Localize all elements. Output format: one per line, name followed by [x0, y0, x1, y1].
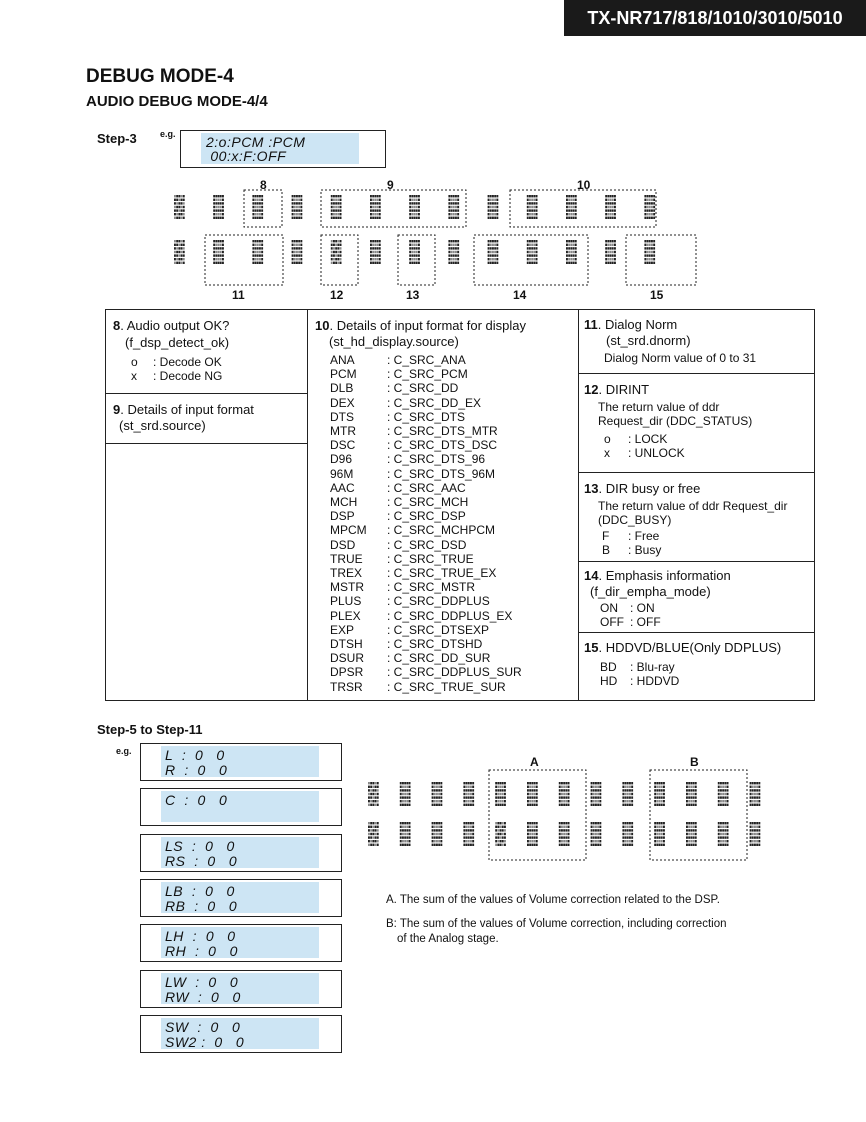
step3-lcd: [180, 130, 386, 168]
format-code: MSTR: [330, 580, 364, 595]
step3-label: Step-3: [97, 131, 137, 146]
cell-12-key-x: x: [604, 446, 610, 460]
cell-8-val-o: : Decode OK: [153, 355, 222, 369]
dot-matrix-char: [750, 822, 761, 846]
cell-10-sub: (st_hd_display.source): [329, 334, 459, 349]
format-constant: : C_SRC_ANA: [387, 353, 466, 367]
step5-lcd-box: [140, 1015, 342, 1053]
cell-15-title: HDDVD/BLUE(Only DDPLUS): [605, 640, 782, 655]
cell-14-key-off: OFF: [600, 615, 624, 629]
format-row: [330, 495, 575, 509]
dot-matrix-char: [654, 822, 665, 846]
cell-10-title: Details of input format for display: [336, 318, 527, 333]
lcd-line-2: 00:x:F:OFF: [206, 148, 287, 164]
dot-matrix-char: [495, 822, 506, 846]
format-row: [330, 353, 575, 367]
format-row: [330, 452, 575, 466]
format-constant: : C_SRC_DDPLUS_SUR: [387, 665, 522, 680]
cell-12-val-o: : LOCK: [628, 432, 668, 446]
dot-matrix-char: [527, 782, 538, 806]
cell-12-desc1: The return value of ddr: [598, 400, 720, 414]
field-boundary: [321, 235, 358, 285]
lcd-line-2: RW : 0 0: [165, 989, 241, 1005]
cell-8-key-o: o: [131, 355, 138, 369]
cell-13-title: DIR busy or free: [605, 481, 701, 496]
step5-lcd-box: [140, 879, 342, 917]
step5-lcd-box: [140, 743, 342, 781]
format-row: [330, 410, 575, 424]
dot-matrix-char: [644, 240, 655, 264]
dot-matrix-char: [331, 195, 342, 219]
dot-matrix-char: [463, 782, 474, 806]
field-label-12: 12: [330, 288, 344, 302]
field-label-13: 13: [406, 288, 420, 302]
dot-matrix-char: [718, 782, 729, 806]
cell-15-num: 15: [584, 640, 599, 655]
format-code: ANA: [330, 353, 355, 367]
format-constant: : C_SRC_DDPLUS_EX: [387, 608, 513, 623]
cell-12-title: DIRINT: [605, 382, 650, 397]
field-label-8: 8: [260, 178, 267, 192]
field-label-11: 11: [232, 288, 245, 302]
cell-14-num: 14: [584, 568, 599, 583]
cell-13-key-f: F: [602, 529, 610, 543]
dot-matrix-char: [432, 782, 443, 806]
page-title: DEBUG MODE-4: [86, 66, 234, 87]
format-row: [330, 538, 575, 552]
cell-13-desc1: The return value of ddr Request_dir: [598, 499, 788, 513]
format-constant: : C_SRC_DSD: [387, 537, 467, 552]
cell-13-num: 13: [584, 481, 599, 496]
dot-matrix-char: [432, 822, 443, 846]
format-constant: : C_SRC_DTSEXP: [387, 622, 490, 637]
dot-matrix-char: [686, 782, 697, 806]
dot-matrix-char: [654, 782, 665, 806]
field-label-b: B: [690, 755, 699, 769]
format-constant: : C_SRC_AAC: [387, 480, 466, 495]
step5-eg: e.g.: [116, 746, 132, 756]
dot-matrix-char: [605, 195, 616, 219]
cell-15-val-hd: : HDDVD: [630, 674, 680, 688]
cell-11-sub: (st_srd.dnorm): [606, 333, 691, 348]
dot-matrix-char: [622, 782, 633, 806]
format-row: [330, 509, 575, 523]
format-code: MPCM: [330, 523, 367, 538]
format-code: DLB: [330, 381, 354, 396]
format-constant: : C_SRC_DD_EX: [387, 395, 482, 410]
format-code: DSC: [330, 438, 356, 453]
cell-15: 15. HDDVD/BLUE(Only DDPLUS) BD : Blu-ray HD : HDDVD: [584, 640, 782, 688]
step5-lcd-box: [140, 788, 342, 826]
format-code: TRSR: [330, 679, 363, 694]
format-row: [330, 594, 575, 608]
cell-13-key-b: B: [602, 543, 611, 557]
cell-14-title: Emphasis information: [605, 568, 731, 583]
dot-matrix-char: [644, 195, 655, 219]
lcd-line-1: LS : 0 0: [165, 838, 235, 854]
cell-14: 14. Emphasis information (f_dir_empha_mode) ON : ON OFF : OFF: [584, 568, 809, 629]
cell-9-title: Details of input format: [127, 402, 254, 417]
format-row: [330, 623, 575, 637]
dot-matrix-char: [527, 195, 538, 219]
dot-matrix-char: [591, 782, 602, 806]
cell-15-key-hd: HD: [600, 674, 618, 688]
dot-matrix-char: [686, 822, 697, 846]
dot-matrix-char: [495, 782, 506, 806]
dot-matrix-char: [718, 822, 729, 846]
field-label-15: 15: [650, 288, 664, 302]
format-constant: : C_SRC_DD_SUR: [387, 651, 491, 666]
format-row: [330, 552, 575, 566]
dot-matrix-char: [750, 782, 761, 806]
cell-8: 8. Audio output OK? (f_dsp_detect_ok) o : Decode OK x : Decode NG: [113, 318, 303, 383]
lcd-line-1: LB : 0 0: [165, 883, 235, 899]
lcd-line-1: LW : 0 0: [165, 974, 239, 990]
format-code: PCM: [330, 367, 357, 382]
format-row: [330, 580, 575, 594]
field-label-14: 14: [513, 288, 527, 302]
dot-matrix-char: [463, 822, 474, 846]
format-code: DTS: [330, 409, 354, 424]
dot-matrix-char: [566, 195, 577, 219]
cell-12-key-o: o: [604, 432, 611, 446]
field-boundary: [321, 190, 466, 227]
format-row: [330, 680, 575, 694]
format-constant: : C_SRC_MCHPCM: [387, 523, 496, 538]
cell-13: 13. DIR busy or free The return value of ddr Request_dir (DDC_BUSY) F : Free B : Busy: [584, 481, 809, 557]
field-label-9: 9: [387, 178, 394, 192]
note-b-line1: B: The sum of the values of Volume correction, including correction: [386, 918, 727, 930]
format-code: TRUE: [330, 551, 363, 566]
format-constant: : C_SRC_DSP: [387, 509, 466, 524]
format-row: [330, 566, 575, 580]
cell-9: 9. Details of input format (st_srd.source): [113, 402, 303, 434]
dot-matrix-char: [213, 195, 224, 219]
cell-14-val-on: : ON: [630, 601, 655, 615]
format-code: AAC: [330, 480, 355, 495]
dot-matrix-char: [331, 240, 342, 264]
cell-13-desc2: (DDC_BUSY): [598, 513, 672, 527]
format-code: DEX: [330, 395, 355, 410]
field-boundary: [626, 235, 696, 285]
format-code: PLEX: [330, 608, 361, 623]
format-code: DSUR: [330, 651, 365, 666]
format-constant: : C_SRC_DTS_MTR: [387, 424, 498, 439]
step5-lcd-box: [140, 924, 342, 962]
format-constant: : C_SRC_DTS_96M: [387, 466, 496, 481]
dot-matrix-char: [252, 195, 263, 219]
format-code: PLUS: [330, 594, 362, 609]
lcd-line-2: RB : 0 0: [165, 898, 238, 914]
lcd-line-1: 2:o:PCM :PCM: [206, 134, 306, 150]
dot-matrix-char: [409, 240, 420, 264]
format-code: 96M: [330, 466, 354, 481]
format-code: TREX: [330, 566, 363, 581]
format-code: D96: [330, 452, 353, 467]
dot-matrix-char: [370, 195, 381, 219]
format-constant: : C_SRC_DTS: [387, 409, 466, 424]
format-code: DPSR: [330, 665, 364, 680]
cell-15-key-bd: BD: [600, 660, 617, 674]
dot-matrix-char: [174, 195, 185, 219]
cell-8-num: 8: [113, 318, 121, 333]
dot-matrix-char: [370, 240, 381, 264]
format-constant: : C_SRC_MCH: [387, 495, 469, 510]
cell-14-key-on: ON: [600, 601, 618, 615]
format-row: [330, 367, 575, 381]
field-label-10: 10: [577, 178, 591, 192]
cell-11: 11. Dialog Norm (st_srd.dnorm) Dialog Norm value of 0 to 31: [584, 317, 809, 365]
dot-matrix-char: [527, 240, 538, 264]
format-row: [330, 637, 575, 651]
format-code: DTSH: [330, 637, 363, 652]
format-constant: : C_SRC_DTS_DSC: [387, 438, 498, 453]
format-constant: : C_SRC_DD: [387, 381, 459, 396]
dot-matrix-char: [448, 195, 459, 219]
step3-eg: e.g.: [160, 129, 176, 139]
format-constant: : C_SRC_PCM: [387, 367, 468, 382]
lcd-line-1: LH : 0 0: [165, 928, 236, 944]
format-row: [330, 651, 575, 665]
format-row: [330, 609, 575, 623]
format-constant: : C_SRC_TRUE_EX: [387, 566, 497, 581]
format-constant: : C_SRC_DTS_96: [387, 452, 486, 467]
step5-lcd-box: [140, 970, 342, 1008]
cell-13-val-f: : Free: [628, 529, 660, 543]
dot-matrix-char: [559, 822, 570, 846]
dot-matrix-char: [591, 822, 602, 846]
lcd-line-1: SW : 0 0: [165, 1019, 241, 1035]
format-code: MTR: [330, 424, 356, 439]
lcd-line-1: L : 0 0: [165, 747, 225, 763]
note-b-line2: of the Analog stage.: [397, 933, 499, 945]
page-subtitle: AUDIO DEBUG MODE-4/4: [86, 93, 268, 110]
dot-matrix-char: [488, 240, 499, 264]
cell-11-num: 11: [584, 317, 598, 332]
format-constant: : C_SRC_DTSHD: [387, 637, 483, 652]
format-constant: : C_SRC_MSTR: [387, 580, 476, 595]
dot-matrix-char: [292, 240, 303, 264]
cell-15-val-bd: : Blu-ray: [630, 660, 675, 674]
format-code: DSD: [330, 537, 356, 552]
format-row: [330, 665, 575, 679]
cell-13-val-b: : Busy: [628, 543, 662, 557]
lcd-line-1: C : 0 0: [165, 792, 228, 808]
cell-9-sub: (st_srd.source): [119, 418, 206, 433]
cell-9-num: 9: [113, 402, 121, 417]
format-constant: : C_SRC_DDPLUS: [387, 594, 490, 609]
step5-label: Step-5 to Step-11: [97, 722, 203, 737]
format-row: [330, 467, 575, 481]
dot-matrix-char: [368, 782, 379, 806]
step5-dot-matrix: [362, 760, 812, 868]
dot-matrix-char: [292, 195, 303, 219]
cell-12-num: 12: [584, 382, 599, 397]
cell-10: 10. Details of input format for display (st_hd_display.source) ANA : C_SRC_ANA PCM : C_SRC_PCM DLB : C_SRC_DD DEX : C_SRC_DD_EX DTS : C_SRC_DTS MTR : C_SRC_DTS_MTR DSC : C_SRC_DTS_DSC D96 : C_SRC_DTS_96 96M : C_SRC_DTS_96M AAC : C_SRC_AAC MCH : C_SRC_MCH DSP : C_SRC_DSP MPCM : C_SRC_MCHPCM DSD : C_SRC_DSD TRUE : C_SRC_TRUE TREX : C_SRC_TRUE_EX MSTR : C_SRC_MSTR PLUS : C_SRC_DDPLUS PLEX : C_SRC_DDPLUS_EX EXP : C_SRC_DTSEXP DTSH : C_SRC_DTSHD DSUR : C_SRC_DD_SUR DPSR : C_SRC_DDPLUS_SUR TRSR : C_SRC_TRUE_SUR: [315, 318, 575, 694]
cell-12: 12. DIRINT The return value of ddr Request_dir (DDC_STATUS) o : LOCK x : UNLOCK: [584, 382, 809, 460]
cell-11-title: Dialog Norm: [604, 317, 678, 332]
dot-matrix-char: [566, 240, 577, 264]
dot-matrix-char: [409, 195, 420, 219]
dot-matrix-char: [488, 195, 499, 219]
lcd-line-2: RH : 0 0: [165, 943, 238, 959]
format-row: [330, 424, 575, 438]
dot-matrix-char: [368, 822, 379, 846]
field-table: [105, 309, 815, 701]
lcd-line-2: R : 0 0: [165, 762, 228, 778]
format-constant: : C_SRC_TRUE: [387, 551, 474, 566]
step3-dot-matrix: [168, 180, 698, 302]
dot-matrix-char: [448, 240, 459, 264]
format-row: [330, 396, 575, 410]
cell-8-key-x: x: [131, 369, 137, 383]
format-code: MCH: [330, 495, 358, 510]
format-constant: : C_SRC_TRUE_SUR: [387, 679, 506, 694]
cell-8-sub: (f_dsp_detect_ok): [125, 335, 230, 350]
cell-14-val-off: : OFF: [630, 615, 661, 629]
dot-matrix-char: [252, 240, 263, 264]
dot-matrix-char: [605, 240, 616, 264]
cell-12-val-x: : UNLOCK: [628, 446, 685, 460]
lcd-line-2: SW2 : 0 0: [165, 1034, 245, 1050]
format-row: [330, 438, 575, 452]
format-row: [330, 481, 575, 495]
cell-10-num: 10: [315, 318, 330, 333]
dot-matrix-char: [400, 782, 411, 806]
cell-8-val-x: : Decode NG: [153, 369, 223, 383]
model-header: TX-NR717/818/1010/3010/5010: [564, 0, 866, 36]
dot-matrix-char: [174, 240, 185, 264]
step5-lcd-box: [140, 834, 342, 872]
field-label-a: A: [530, 755, 539, 769]
cell-12-desc2: Request_dir (DDC_STATUS): [598, 414, 753, 428]
format-list: [315, 353, 575, 694]
dot-matrix-char: [213, 240, 224, 264]
format-code: DSP: [330, 509, 355, 524]
dot-matrix-char: [400, 822, 411, 846]
dot-matrix-char: [527, 822, 538, 846]
dot-matrix-char: [559, 782, 570, 806]
format-code: EXP: [330, 622, 355, 637]
cell-11-desc: Dialog Norm value of 0 to 31: [604, 351, 757, 365]
note-a: A. The sum of the values of Volume correction related to the DSP.: [386, 894, 720, 906]
cell-8-title: Audio output OK?: [126, 318, 230, 333]
lcd-line-2: RS : 0 0: [165, 853, 238, 869]
format-row: [330, 523, 575, 537]
cell-14-sub: (f_dir_empha_mode): [590, 584, 711, 599]
dot-matrix-char: [622, 822, 633, 846]
format-row: [330, 381, 575, 395]
